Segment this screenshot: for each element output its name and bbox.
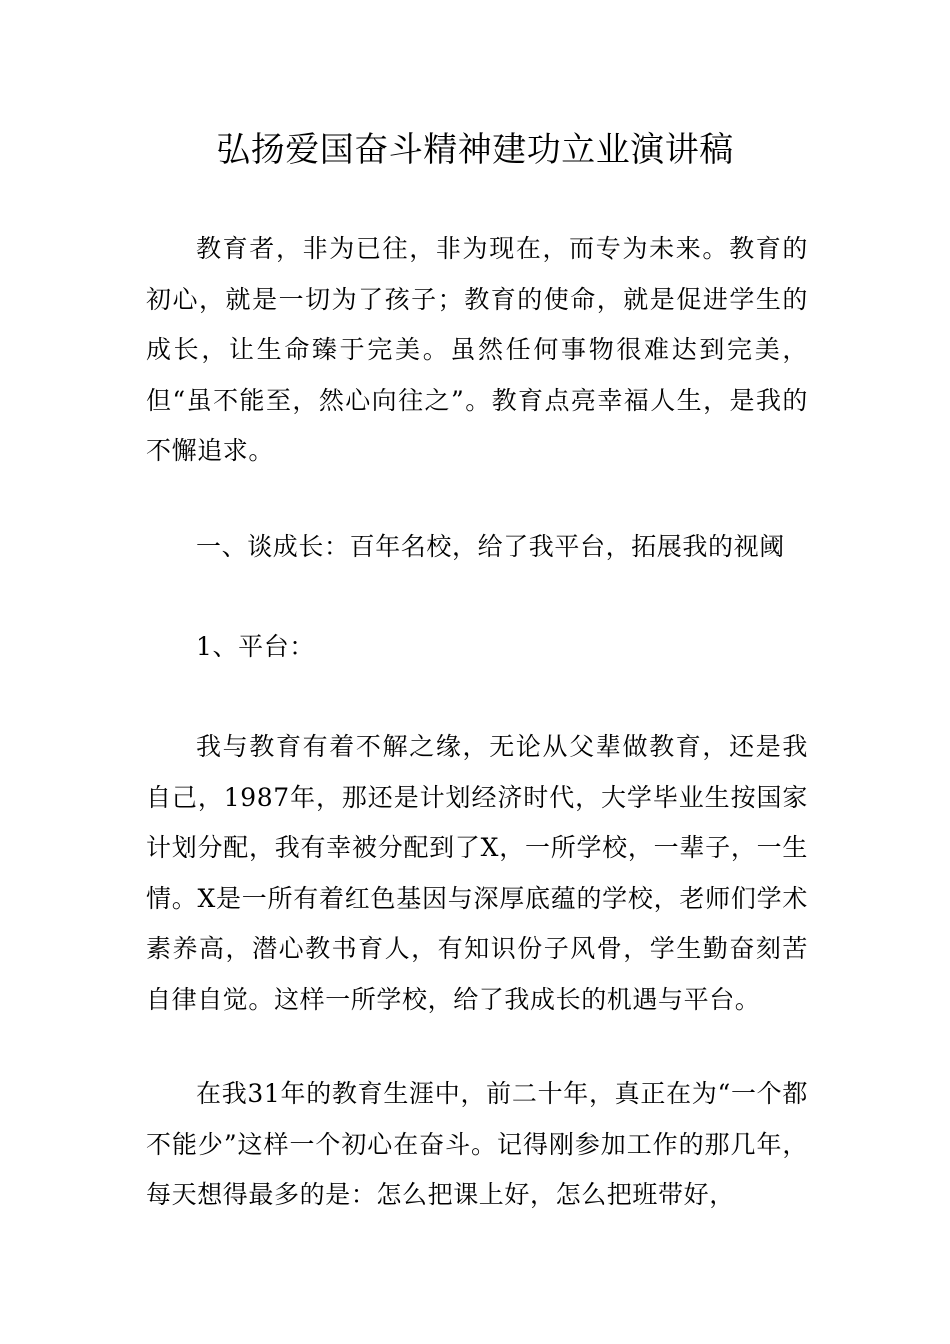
intro-paragraph: 教育者，非为已往，非为现在，而专为未来。教育的初心，就是一切为了孩子；教育的使命，就是促进学生的成长，让生命臻于完美。虽然任何事物很难达到完美，但“虽不能至，然心向往之”。教育点亮幸福人生，是我的不懈追求。 bbox=[146, 234, 808, 465]
section-heading: 一、谈成长：百年名校，给了我平台，拓展我的视阈 bbox=[196, 532, 785, 561]
platform-paragraph: 我与教育有着不解之缘，无论从父辈做教育，还是我自己，1987年，那还是计划经济时代，大学毕业生按国家计划分配，我有幸被分配到了X，一所学校，一辈子，一生情。X是一所有着红色基因与深厚底蕴的学校，老师们学术素养高，潜心教书育人，有知识份子风骨，学生勤奋刻苦自律自觉。这样一所学校，给了我成长的机遇与平台。 bbox=[146, 732, 808, 1014]
sub-heading: 1、平台： bbox=[196, 632, 315, 661]
document-title: 弘扬爱国奋斗精神建功立业演讲稿 bbox=[216, 130, 734, 170]
career-paragraph: 在我31年的教育生涯中，前二十年，真正在为“一个都不能少”这样一个初心在奋斗。记得刚参加工作的那几年，每天想得最多的是：怎么把课上好，怎么把班带好， bbox=[146, 1079, 808, 1209]
